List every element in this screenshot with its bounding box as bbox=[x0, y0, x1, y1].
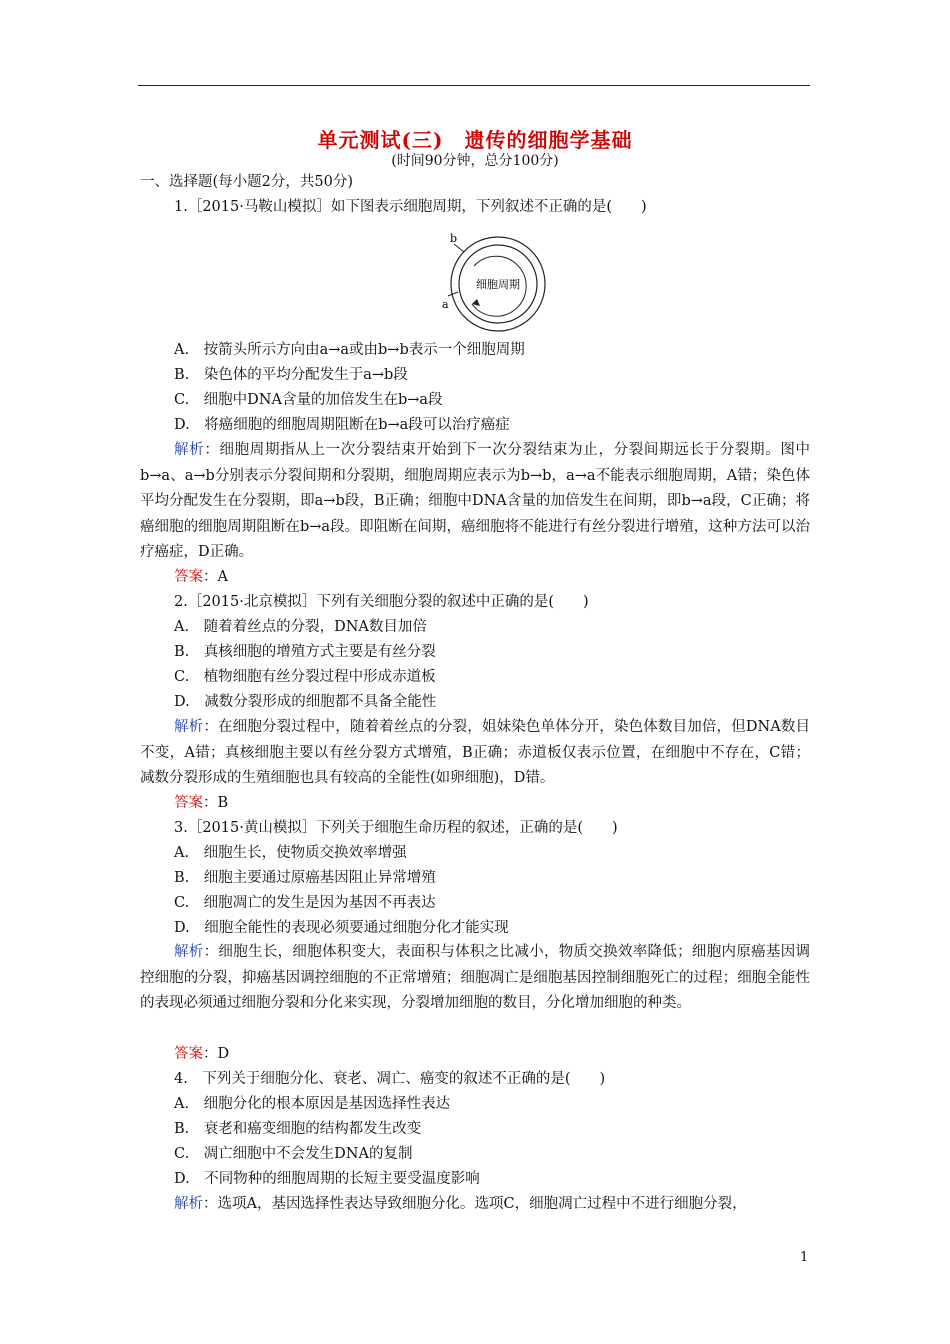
page-number: 1 bbox=[800, 1250, 809, 1265]
label-b: b bbox=[450, 232, 458, 245]
q4-option-a: A. 细胞分化的根本原因是基因选择性表达 bbox=[174, 1096, 451, 1112]
q3-option-b: B. 细胞主要通过原癌基因阻止异常增殖 bbox=[174, 870, 436, 886]
answer-label: 答案 bbox=[174, 795, 203, 811]
q2-option-d: D. 减数分裂形成的细胞都不具备全能性 bbox=[174, 694, 437, 710]
q3-analysis bbox=[140, 940, 810, 1017]
analysis-text: ：细胞生长，细胞体积变大，表面积与体积之比减小，物质交换效率降低；细胞内原癌基因调控细胞的分裂，抑癌基因调控细胞的不正常增殖；细胞凋亡是细胞基因控制细胞死亡的过程；细胞全能性的表现必须通过细胞分裂和分化来实现，分裂增加细胞的数目，分化增加细胞的种类。 bbox=[140, 944, 811, 1011]
q1-answer bbox=[174, 567, 228, 587]
analysis-label: 解析 bbox=[174, 719, 204, 735]
top-rule bbox=[138, 85, 810, 86]
answer-value: ：D bbox=[203, 1046, 230, 1062]
answer-value: ：B bbox=[203, 795, 229, 811]
q2-option-a: A. 随着着丝点的分裂，DNA数目加倍 bbox=[174, 619, 427, 635]
q1-stem: 1.［2015·马鞍山模拟］如下图表示细胞周期，下列叙述不正确的是( ) bbox=[174, 199, 647, 215]
analysis-text: ：选项A，基因选择性表达导致细胞分化。选项C，细胞凋亡过程中不进行细胞分裂， bbox=[203, 1196, 747, 1212]
q4-option-d: D. 不同物种的细胞周期的长短主要受温度影响 bbox=[174, 1171, 480, 1187]
cell-cycle-diagram bbox=[436, 226, 554, 344]
q1-option-b: B. 染色体的平均分配发生于a→b段 bbox=[174, 367, 408, 383]
analysis-label: 解析 bbox=[174, 442, 205, 458]
analysis-text: ：在细胞分裂过程中，随着着丝点的分裂，姐妹染色单体分开，染色体数目加倍，但DNA数目不变，A错；真核细胞主要以有丝分裂方式增殖，B正确；赤道板仅表示位置，在细胞中不存在，C错；减数分裂形成的生殖细胞也具有较高的全能性(如卵细胞)，D错。 bbox=[140, 719, 810, 786]
answer-value: ：A bbox=[203, 569, 228, 585]
q3-option-a: A. 细胞生长，使物质交换效率增强 bbox=[174, 845, 407, 861]
q3-option-c: C. 细胞凋亡的发生是因为基因不再表达 bbox=[174, 895, 436, 911]
q1-analysis bbox=[140, 438, 810, 566]
section-heading: 一、选择题(每小题2分，共50分) bbox=[140, 174, 353, 190]
q1-option-c: C. 细胞中DNA含量的加倍发生在b→a段 bbox=[174, 392, 443, 408]
page-subtitle: (时间90分钟，总分100分) bbox=[391, 153, 559, 169]
q4-option-c: C. 凋亡细胞中不会发生DNA的复制 bbox=[174, 1146, 413, 1162]
q2-answer bbox=[174, 793, 228, 813]
q2-stem: 2.［2015·北京模拟］下列有关细胞分裂的叙述中正确的是( ) bbox=[174, 594, 589, 610]
label-a: a bbox=[442, 298, 449, 311]
q1-option-d: D. 将癌细胞的细胞周期阻断在b→a段可以治疗癌症 bbox=[174, 417, 510, 433]
marker-b bbox=[454, 244, 464, 252]
q2-option-b: B. 真核细胞的增殖方式主要是有丝分裂 bbox=[174, 644, 436, 660]
analysis-label: 解析 bbox=[174, 944, 204, 960]
q3-answer bbox=[174, 1044, 229, 1064]
page-title: 单元测试(三) 遗传的细胞学基础 bbox=[317, 128, 633, 152]
q2-option-c: C. 植物细胞有丝分裂过程中形成赤道板 bbox=[174, 669, 436, 685]
q3-stem: 3.［2015·黄山模拟］下列关于细胞生命历程的叙述，正确的是( ) bbox=[174, 820, 618, 836]
q4-stem: 4. 下列关于细胞分化、衰老、凋亡、癌变的叙述不正确的是( ) bbox=[174, 1071, 606, 1087]
q1-option-a: A. 按箭头所示方向由a→a或由b→b表示一个细胞周期 bbox=[174, 342, 525, 358]
analysis-label: 解析 bbox=[174, 1196, 203, 1212]
q4-analysis bbox=[140, 1192, 810, 1218]
answer-label: 答案 bbox=[174, 569, 203, 585]
diagram-center-label: 细胞周期 bbox=[476, 278, 520, 291]
analysis-text: ：细胞周期指从上一次分裂结束开始到下一次分裂结束为止，分裂间期远长于分裂期。图中b→a、a→b分别表示分裂间期和分裂期，细胞周期应表示为b→b，a→a不能表示细胞周期，A错；染色体平均分配发生在分裂期，即a→b段，B正确；细胞中DNA含量的加倍发生在间期，即b→a段，C正确；将癌细胞的细胞周期阻断在b→a段。即阻断在间期，癌细胞将不能进行有丝分裂进行增殖，这种方法可以治疗癌症，D正确。 bbox=[140, 442, 811, 560]
q2-analysis bbox=[140, 715, 810, 792]
answer-label: 答案 bbox=[174, 1046, 203, 1062]
q3-option-d: D. 细胞全能性的表现必须要通过细胞分化才能实现 bbox=[174, 920, 509, 936]
q4-option-b: B. 衰老和癌变细胞的结构都发生改变 bbox=[174, 1121, 422, 1137]
